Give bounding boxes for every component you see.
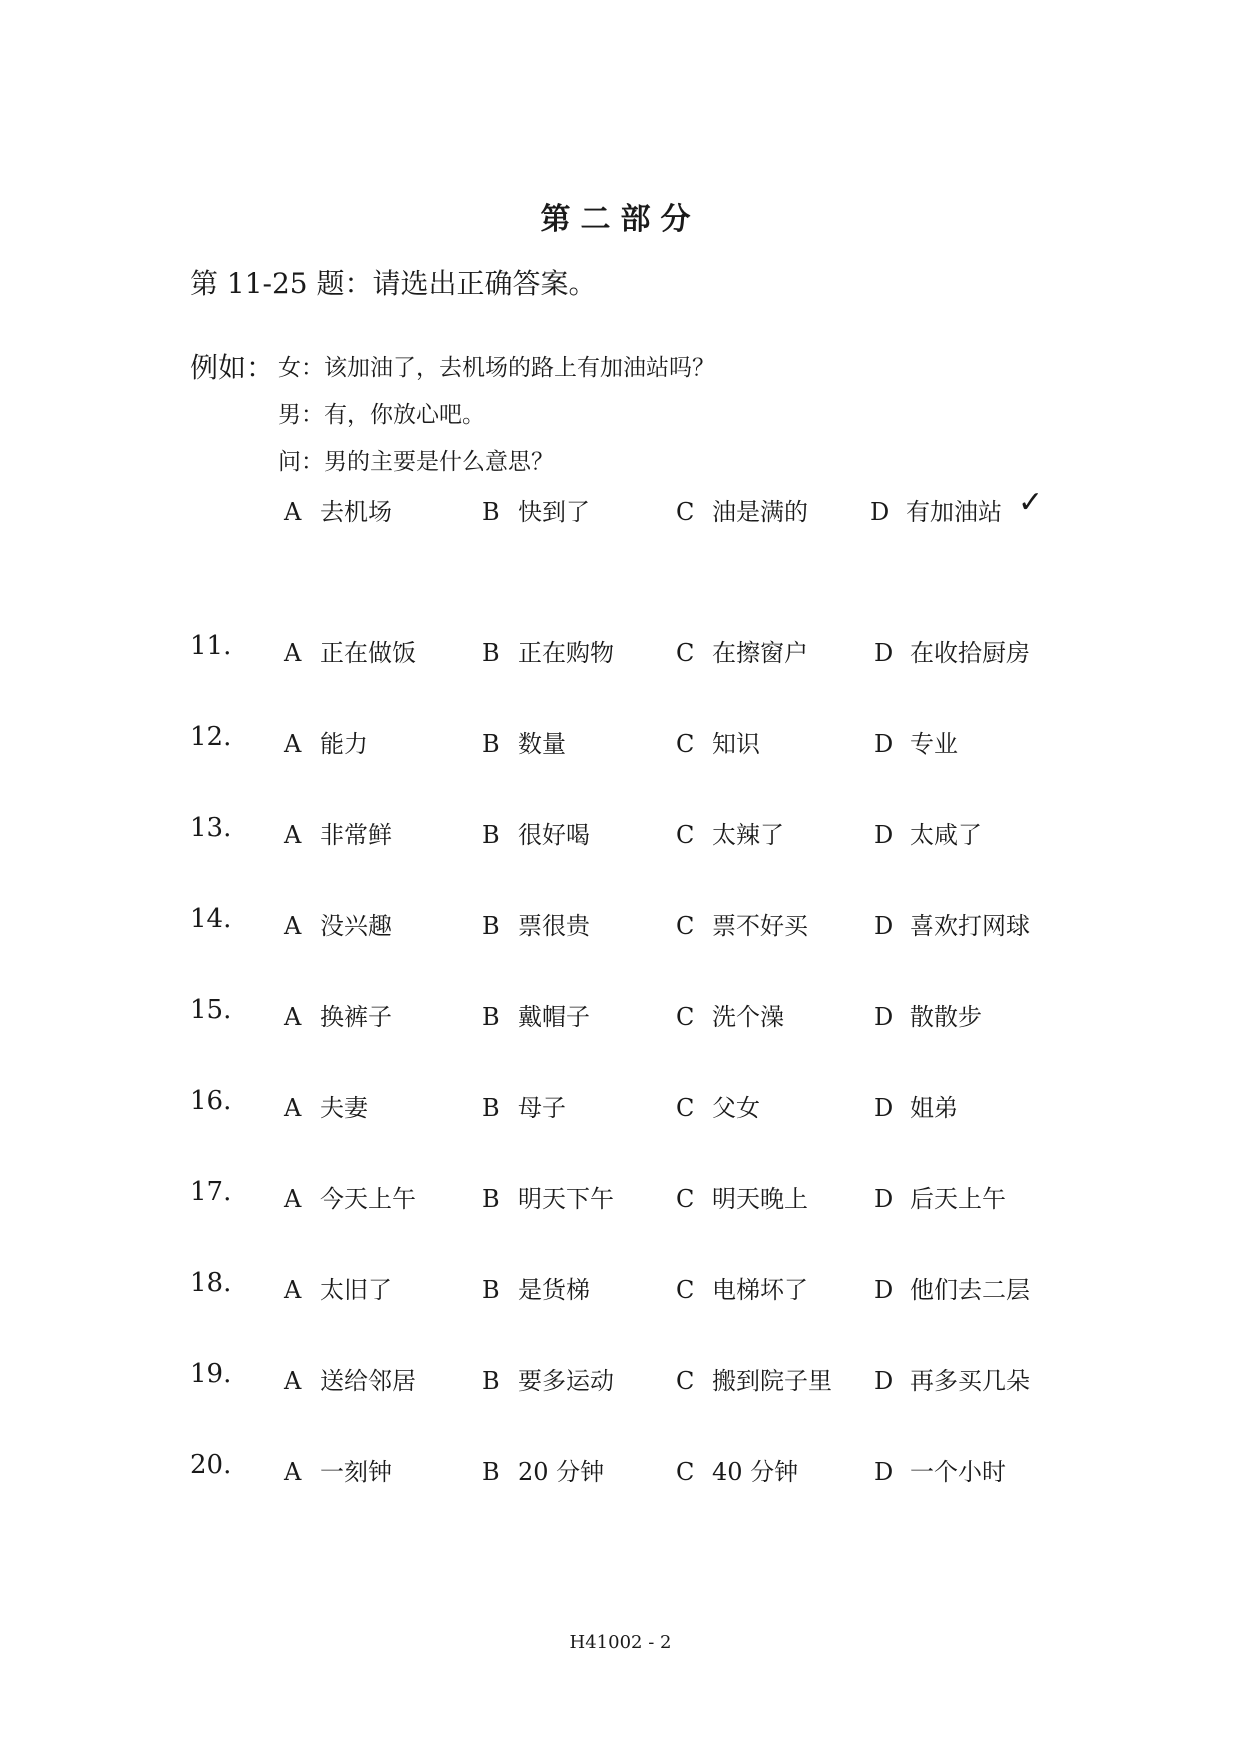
question-option-a xyxy=(284,724,368,759)
option-letter: D xyxy=(874,1094,894,1122)
option-letter: D xyxy=(874,639,894,667)
option-text: 知识 xyxy=(712,730,760,758)
option-text: 一刻钟 xyxy=(320,1458,392,1486)
option-text: 能力 xyxy=(320,730,368,758)
option-text: 父女 xyxy=(712,1094,760,1122)
question-option-d xyxy=(874,633,1030,668)
option-letter: A xyxy=(284,1185,302,1213)
option-letter: B xyxy=(482,498,500,526)
option-text: 后天上午 xyxy=(910,1185,1006,1213)
option-text: 换裤子 xyxy=(320,1003,392,1031)
option-text: 在擦窗户 xyxy=(712,639,808,667)
question-number: 17. xyxy=(190,1177,232,1207)
option-letter: A xyxy=(284,821,302,849)
example-line-question: 问：男的主要是什么意思？ xyxy=(278,449,554,475)
question-option-d xyxy=(874,815,982,850)
question-option-a xyxy=(284,633,416,668)
question-option-c xyxy=(676,724,760,759)
option-letter: B xyxy=(482,1003,500,1031)
option-letter: A xyxy=(284,1367,302,1395)
question-number: 19. xyxy=(190,1359,232,1389)
check-mark-icon: ✓ xyxy=(1018,485,1044,520)
option-letter: A xyxy=(284,1458,302,1486)
question-option-c xyxy=(676,1088,760,1123)
option-text: 太旧了 xyxy=(320,1276,392,1304)
option-letter: C xyxy=(676,1185,695,1213)
question-option-c xyxy=(676,997,784,1032)
option-letter: C xyxy=(676,821,695,849)
option-letter: D xyxy=(874,1458,894,1486)
question-option-a xyxy=(284,997,392,1032)
option-letter: D xyxy=(874,1185,894,1213)
option-text: 没兴趣 xyxy=(320,912,392,940)
option-text: 很好喝 xyxy=(518,821,590,849)
option-letter: C xyxy=(676,639,695,667)
option-text: 喜欢打网球 xyxy=(910,912,1030,940)
option-text: 非常鲜 xyxy=(320,821,392,849)
question-option-a xyxy=(284,906,392,941)
option-text: 太咸了 xyxy=(910,821,982,849)
question-number: 11. xyxy=(190,631,232,661)
option-text: 票很贵 xyxy=(518,912,590,940)
option-text: 数量 xyxy=(518,730,566,758)
option-letter: C xyxy=(676,1458,695,1486)
question-option-b xyxy=(482,906,590,941)
option-letter: D xyxy=(874,821,894,849)
option-letter: C xyxy=(676,1094,695,1122)
option-text: 20 分钟 xyxy=(518,1458,605,1486)
question-number: 20. xyxy=(190,1450,232,1480)
page-footer: H41002 - 2 xyxy=(569,1632,672,1653)
question-number: 13. xyxy=(190,813,232,843)
question-option-a xyxy=(284,1088,368,1123)
option-text: 他们去二层 xyxy=(910,1276,1030,1304)
option-letter: A xyxy=(284,912,302,940)
example-option-c xyxy=(676,492,808,527)
option-text: 明天晚上 xyxy=(712,1185,808,1213)
option-text: 正在购物 xyxy=(518,639,614,667)
option-text: 夫妻 xyxy=(320,1094,368,1122)
section-title: 第二部分 xyxy=(540,202,701,237)
option-text: 票不好买 xyxy=(712,912,808,940)
question-option-c xyxy=(676,906,808,941)
question-option-b xyxy=(482,1270,590,1305)
option-letter: C xyxy=(676,1276,695,1304)
option-text: 油是满的 xyxy=(712,498,808,526)
question-number: 14. xyxy=(190,904,232,934)
example-option-a xyxy=(284,492,392,527)
option-letter: B xyxy=(482,1367,500,1395)
option-letter: C xyxy=(676,730,695,758)
option-letter: D xyxy=(874,1276,894,1304)
option-letter: B xyxy=(482,730,500,758)
instruction: 第 11-25 题：请选出正确答案。 xyxy=(190,267,597,300)
option-text: 快到了 xyxy=(518,498,590,526)
option-letter: B xyxy=(482,1276,500,1304)
option-letter: D xyxy=(874,912,894,940)
option-letter: A xyxy=(284,498,302,526)
question-option-a xyxy=(284,1270,392,1305)
option-text: 姐弟 xyxy=(910,1094,958,1122)
option-text: 要多运动 xyxy=(518,1367,614,1395)
question-option-c xyxy=(676,1179,808,1214)
question-option-d xyxy=(874,1270,1030,1305)
question-option-a xyxy=(284,815,392,850)
option-text: 一个小时 xyxy=(910,1458,1006,1486)
example-line-man: 男：有，你放心吧。 xyxy=(278,402,485,428)
question-option-d xyxy=(874,1088,958,1123)
option-letter: D xyxy=(874,730,894,758)
question-option-a xyxy=(284,1361,416,1396)
question-number: 18. xyxy=(190,1268,232,1298)
option-letter: D xyxy=(874,1367,894,1395)
option-letter: C xyxy=(676,912,695,940)
question-option-b xyxy=(482,1361,614,1396)
option-letter: B xyxy=(482,912,500,940)
option-text: 送给邻居 xyxy=(320,1367,416,1395)
option-text: 再多买几朵 xyxy=(910,1367,1030,1395)
question-option-b xyxy=(482,1452,604,1487)
option-letter: C xyxy=(676,1367,695,1395)
example-label: 例如： xyxy=(190,351,275,384)
option-letter: B xyxy=(482,639,500,667)
option-letter: A xyxy=(284,1094,302,1122)
question-option-b xyxy=(482,633,614,668)
option-text: 搬到院子里 xyxy=(712,1367,832,1395)
question-option-b xyxy=(482,815,590,850)
example-option-d xyxy=(870,492,1002,527)
example-option-b xyxy=(482,492,590,527)
question-option-b xyxy=(482,1179,614,1214)
option-text: 去机场 xyxy=(320,498,392,526)
question-option-d xyxy=(874,1361,1030,1396)
option-text: 今天上午 xyxy=(320,1185,416,1213)
option-letter: C xyxy=(676,1003,695,1031)
question-option-b xyxy=(482,997,590,1032)
question-option-c xyxy=(676,1361,832,1396)
question-option-d xyxy=(874,997,982,1032)
option-letter: A xyxy=(284,1003,302,1031)
option-text: 是货梯 xyxy=(518,1276,590,1304)
question-option-c xyxy=(676,1452,798,1487)
option-text: 电梯坏了 xyxy=(712,1276,808,1304)
option-text: 明天下午 xyxy=(518,1185,614,1213)
option-text: 正在做饭 xyxy=(320,639,416,667)
option-text: 戴帽子 xyxy=(518,1003,590,1031)
option-text: 母子 xyxy=(518,1094,566,1122)
question-number: 16. xyxy=(190,1086,232,1116)
question-number: 15. xyxy=(190,995,232,1025)
option-text: 40 分钟 xyxy=(712,1458,799,1486)
question-option-c xyxy=(676,815,784,850)
option-letter: B xyxy=(482,1094,500,1122)
option-text: 太辣了 xyxy=(712,821,784,849)
question-option-d xyxy=(874,1179,1006,1214)
question-option-b xyxy=(482,1088,566,1123)
option-letter: D xyxy=(870,498,890,526)
option-letter: C xyxy=(676,498,695,526)
option-letter: B xyxy=(482,1458,500,1486)
question-option-d xyxy=(874,1452,1006,1487)
option-text: 专业 xyxy=(910,730,958,758)
option-letter: A xyxy=(284,730,302,758)
option-letter: A xyxy=(284,1276,302,1304)
question-option-c xyxy=(676,633,808,668)
question-option-b xyxy=(482,724,566,759)
question-option-d xyxy=(874,906,1030,941)
question-option-d xyxy=(874,724,958,759)
example-line-woman: 女：该加油了，去机场的路上有加油站吗？ xyxy=(278,355,715,381)
option-letter: D xyxy=(874,1003,894,1031)
option-text: 散散步 xyxy=(910,1003,982,1031)
option-letter: B xyxy=(482,1185,500,1213)
option-text: 洗个澡 xyxy=(712,1003,784,1031)
option-letter: B xyxy=(482,821,500,849)
question-option-a xyxy=(284,1179,416,1214)
question-option-c xyxy=(676,1270,808,1305)
option-text: 有加油站 xyxy=(906,498,1002,526)
question-number: 12. xyxy=(190,722,232,752)
option-letter: A xyxy=(284,639,302,667)
option-text: 在收拾厨房 xyxy=(910,639,1030,667)
question-option-a xyxy=(284,1452,392,1487)
